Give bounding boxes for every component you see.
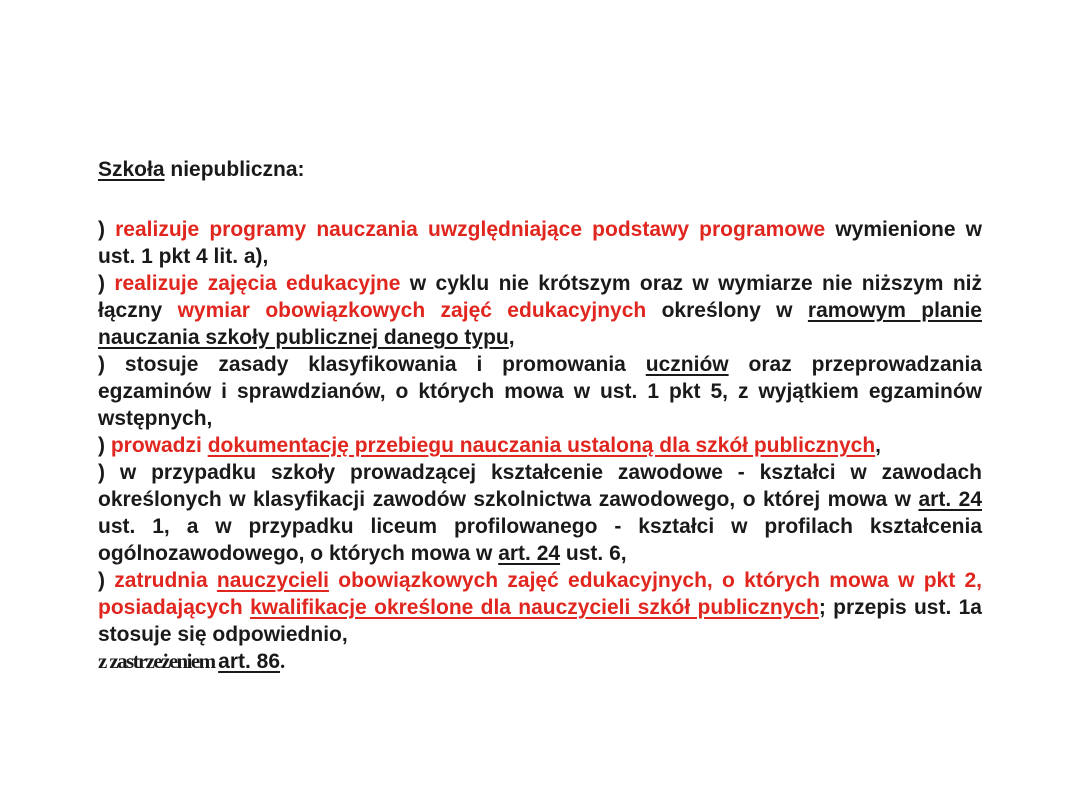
reference-link[interactable]: nauczycieli (216, 569, 329, 592)
item-text: w cyklu nie krótszym oraz w wymiarze nie niższym niż łączny (98, 272, 982, 322)
item-text: ; przepis ust. 1a stosuje się odpowiednio, (98, 596, 982, 646)
item-text: prowadzi (105, 434, 208, 457)
closing-text: z zastrzeżeniem (98, 649, 219, 673)
art-86-link[interactable]: art. 86 (218, 650, 281, 673)
item-text: realizuje programy nauczania uwzględniające podstawy programowe (105, 218, 826, 241)
item-text: ust. 1, a w przypadku liceum profilowanego - kształci w profilach kształcenia ogólnozawodowego, o których mowa w (98, 515, 982, 565)
item-text: obowiązkowych zajęć edukacyjnych, o których mowa w pkt 2, posiadających (98, 569, 982, 619)
item-text: realizuje zajęcia edukacyjne (105, 272, 401, 295)
document-body (98, 156, 982, 675)
item-marker: ) (98, 218, 105, 241)
item-text: wymiar obowiązkowych zajęć edukacyjnych (177, 299, 647, 322)
item-text: oraz przeprowadzania egzaminów i sprawdzianów, o których mowa w ust. 1 pkt 5, z wyjątkiem egzaminów wstępnych, (98, 353, 982, 430)
item-text: , (508, 326, 515, 349)
reference-link[interactable]: art. 24 (918, 488, 982, 511)
provision-item (98, 432, 982, 459)
item-marker: ) (98, 272, 105, 295)
item-marker: ) (98, 353, 105, 376)
closing-end: . (280, 649, 284, 673)
item-text: w przypadku szkoły prowadzącej kształcenie zawodowe - kształci w zawodach określonych w klasyfikacji zawodów szkolnictwa zawodowego, o której mowa w (98, 461, 982, 511)
closing-clause (98, 648, 982, 675)
item-marker: ) (98, 461, 105, 484)
reference-link[interactable]: art. 24 (498, 542, 561, 565)
provision-item (98, 216, 982, 270)
provision-list (98, 216, 982, 648)
item-marker: ) (98, 434, 105, 457)
heading (98, 156, 982, 183)
szkola-link[interactable]: Szkoła (98, 158, 165, 181)
provision-item (98, 459, 982, 567)
provision-item (98, 567, 982, 648)
item-marker: ) (98, 569, 105, 592)
reference-link[interactable]: dokumentację przebiegu nauczania ustaloną dla szkół publicznych (207, 434, 876, 457)
item-text: wymienione w ust. 1 pkt 4 lit. a), (98, 218, 982, 268)
item-text: określony w (646, 299, 808, 322)
reference-link[interactable]: ramowym planie nauczania szkoły publicznej danego typu (98, 299, 982, 349)
provision-item (98, 270, 982, 351)
provision-item (98, 351, 982, 432)
item-text: ust. 6, (560, 542, 627, 565)
item-text: zatrudnia (105, 569, 217, 592)
reference-link[interactable]: uczniów (645, 353, 729, 376)
heading-rest: niepubliczna: (164, 158, 305, 181)
item-text: , (875, 434, 882, 457)
item-text: stosuje zasady klasyfikowania i promowania (105, 353, 646, 376)
reference-link[interactable]: kwalifikacje określone dla nauczycieli szkół publicznych (250, 596, 819, 619)
